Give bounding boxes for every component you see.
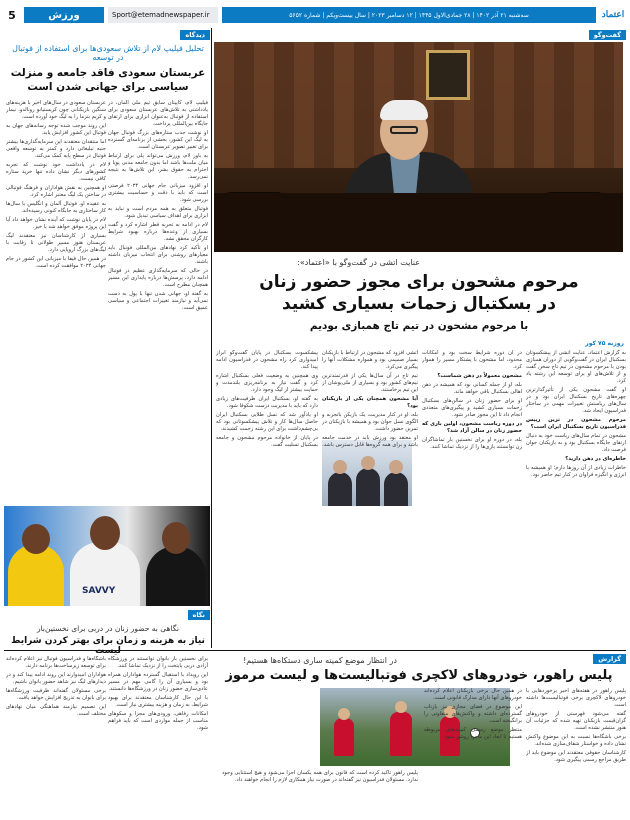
masthead xyxy=(4,6,626,24)
wall-frame xyxy=(426,50,470,100)
date-line: سه‌شنبه ۲۱ آذر ۱۴۰۲ | ۲۸ جمادی‌الاول ۱۴۴۵ | ۱۲ دسامبر ۲۰۲۳ | سال بیست‌ویکم | شماره ۵۶۵۲ xyxy=(222,7,596,23)
glasses xyxy=(390,126,418,134)
main-headline-line1: مرحوم مشحون برای مجوز حضور زنان xyxy=(259,272,579,292)
main-column-4: پیشکسوت بسکتبال در پایان گفت‌وگو ابراز امیدواری کرد راه مشحون در فدراسیون ادامه پیدا کند. وی همچنین به وضعیت فعلی بسکتبال اشاره کرد و گفت نیاز به برنامه‌ریزی بلندمدت و حمایت بیشتر از لیگ وجود دارد. به گفته او، بسکتبال ایران ظرفیت‌های زیادی دارد که باید با مدیریت درست شکوفا شود. او یادآور شد که نسل طلایی بسکتبال ایران حاصل سال‌ها کار و تلاش پیشکسوتانی بود که بی‌چشم‌داشت برای این رشته زحمت کشیدند. در پایان از خانواده مرحوم مشحون و جامعه بسکتبال تسلیت گفت. xyxy=(216,350,318,448)
page-number: 5 xyxy=(8,8,16,22)
sponsor-logo: SAVVY xyxy=(82,586,116,596)
section-name: ورزش xyxy=(24,7,104,23)
player-head xyxy=(395,701,407,713)
question: خاطره‌ای در ذهن دارید؟ xyxy=(565,456,626,462)
bottom-column-1: پلیس راهور در هفته‌های اخیر برخوردهایی با خودروهای لاکچری برخی فوتبالیست‌ها داشته است. گفته می‌شود فهرستی از خودروهای گران‌قیمت بازیکنان تهیه شده که جزئیات آن هنوز منتشر نشده است. برخی باشگاه‌ها نسبت به این موضوع واکنش نشان داده و خواستار شفاف‌سازی شده‌اند. کارشناسان حقوقی معتقدند این موضوع باید از طریق مراجع رسمی پیگیری شود. xyxy=(526,688,626,763)
main-headline-line2: در بسکتبال زحمات بسیاری کشید xyxy=(282,294,556,314)
question: مشحون معمولاً در ذهن شماست؟ xyxy=(437,373,522,379)
left-bottom-kicker: نگاهی به حضور زنان در دربی برای نخستین‌بار xyxy=(37,624,179,633)
question: آیا مشحون همچنان یکی از بازیکنان بود؟ xyxy=(322,396,418,409)
player-head xyxy=(162,522,190,554)
tag-perspective: نگاه xyxy=(188,610,211,620)
tag-interview: گفت‌وگو xyxy=(589,30,626,40)
bottom-column-3: پلیس راهور تأکید کرده است که قانون برای همه یکسان اجرا می‌شود و هیچ استثنایی وجود ندارد. مسئولان فدراسیون نیز گفته‌اند در صورت نیاز همکاری لازم را انجام خواهند داد. xyxy=(222,770,418,783)
player-shirt xyxy=(70,542,140,606)
main-column-1: به گزارش اعتماد، عنایت اتشی از پیشکسوتان بسکتبال ایران در گفت‌وگویی از دوران همبازی بودن با مرحوم مشحون در تیم تاج سخن گفت و از تلاش‌های او برای توسعه این رشته یاد کرد. او گفت مشحون یکی از تأثیرگذارترین چهره‌های تاریخ بسکتبال ایران بود و در سال‌های ریاستش تغییرات مهمی در ساختار فدراسیون ایجاد شد. مرحوم مشحون در ترین رییس فدراسیون تاریخ بسکتبال ایران است؟ مشحون در تمام سال‌های ریاست خود به دنبال ارتقای جایگاه بسکتبال بود و به بازیکنان جوان فرصت داد. خاطره‌ای در ذهن دارید؟ خاطرات زیادی از آن روزها دارم؛ او همیشه با انرژی و انگیزه فراوان در کنار تیم حاضر بود. xyxy=(526,350,626,478)
desk xyxy=(214,193,623,252)
question: در دوره ریاست مشحون، اولین باری که حضور زنان در سالن آزاد شد؟ xyxy=(422,421,522,434)
player-red-kit xyxy=(334,718,354,756)
column-divider xyxy=(211,28,212,648)
tag-report: گزارش xyxy=(593,654,626,664)
main-kicker: عنایت اتشی در گفت‌وگو با «اعتماد»: xyxy=(297,258,420,267)
left-column-1: فیلیپ لام، کاپیتان سابق تیم ملی آلمان، در یادداشتی به تلاش‌های عربستان سعودی برای استفاده از فوتبال به‌عنوان ابزاری برای ارتقای جایگاه بین‌المللی پرداخت. او نوشت جذب ستاره‌های بزرگ فوتبال جهان به لیگ این کشور، بخشی از برنامه‌ای گسترده برای تغییر تصویر عربستان است. به باور لام، ورزش می‌تواند پلی برای ارتباط میان ملت‌ها باشد اما بدون جامعه مدنی پویا و احترام به حقوق بشر، این تلاش‌ها به نتیجه نمی‌رسد. او افزود میزبانی جام جهانی ۲۰۳۴ فرصتی است که باید با دقت و حساسیت بیشتری بررسی شود. فوتبال متعلق به همه مردم است و نباید به ابزاری برای اهداف سیاسی تبدیل شود. لام در ادامه به تجربه قطر اشاره کرد و گفت بسیاری از وعده‌ها درباره بهبود شرایط کارگران محقق نشد. او تأکید کرد نهادهای بین‌المللی فوتبال باید معیارهای روشنی برای انتخاب میزبان داشته باشند. در حالی که سرمایه‌گذاری عظیم در فوتبال ادامه دارد، پرسش‌ها درباره پایداری این مسیر همچنان مطرح است. به گفته او، جهانی شدن تنها با پول به دست نمی‌آید و نیازمند تغییرات اجتماعی و سیاسی عمیق است. xyxy=(108,100,208,311)
tag-viewpoint: دیدگاه xyxy=(180,30,210,40)
main-subhead: با مرحوم مشحون در تیم تاج همبازی بودیم xyxy=(309,320,529,332)
newspaper-logo: اعتماد xyxy=(601,10,625,20)
interview-photo xyxy=(214,42,623,252)
player-head xyxy=(90,516,120,550)
player-head xyxy=(22,524,50,554)
main-column-3: اتشی افزود که مشحون در ارتباط با بازیکنان بسیار صمیمی بود و همواره مشکلات آنها را پیگیری می‌کرد. تیم تاج در آن سال‌ها یکی از قدرتمندترین تیم‌های کشور بود و بسیاری از ملی‌پوشان از این تیم برخاستند. آیا مشحون همچنان یکی از بازیکنان بود؟ بله، او در کنار مدیریت، یک بازیکن باتجربه و الگوی نسل جوان بود و همیشه با بازیکنان در تمرین حضور داشت. او معتقد بود ورزش باید در خدمت جامعه باشد و برای همه گروه‌ها قابل دسترس باشد. xyxy=(322,350,418,448)
player-head xyxy=(338,708,350,720)
person-hair xyxy=(380,100,428,120)
player-shirt xyxy=(146,546,206,606)
left-column-2: عربستان سعودی در سال‌های اخیر با هزینه‌های سنگین بازیکنانی چون کریستیانو رونالدو، نیمار و کریم بنزما را به لیگ خود آورده است. این روند موجب شده توجه رسانه‌های جهان به فوتبال این کشور افزایش یابد. اما منتقدان معتقدند این سرمایه‌گذاری‌ها بیشتر جنبه تبلیغاتی دارد و کمتر به توسعه واقعی فوتبال در سطح پایه کمک می‌کند. لام در یادداشت خود نوشت که تجربه کشورهای دیگر نشان داده تنها خرید ستاره کافی نیست. او همچنین به نقش هواداران و فرهنگ فوتبالی در ساختن یک لیگ معتبر اشاره کرد. به عقیده او، فوتبال آلمان و انگلیس با سال‌ها کار ساختاری به جایگاه کنونی رسیده‌اند. لام در پایان نوشت که آینده نشان خواهد داد آیا این پروژه موفق خواهد شد یا خیر. بسیاری از کارشناسان نیز معتقدند لیگ عربستان هنوز مسیر طولانی تا رقابت با لیگ‌های بزرگ اروپایی دارد. در همین حال فیفا با میزبانی این کشور در جام جهانی ۲۰۳۴ موافقت کرده است. xyxy=(6,100,106,269)
left-bottom-headline: نیاز به هزینه و زمان برای بهتر کردن شرایط لیست xyxy=(11,636,205,656)
bottom-kicker: در انتظار موضع کمیته ساری دستکاه‌ها هستیم! xyxy=(243,656,397,665)
byline: روزبه ۷۵ کور xyxy=(585,340,624,347)
question: مرحوم مشحون در ترین رییس فدراسیون تاریخ بسکتبال ایران است؟ xyxy=(526,417,626,430)
left-bottom-column-2: باشگاه‌ها و فدراسیون فوتبال نیز اعلام کرده‌اند برای توسعه زیرساخت‌ها برنامه دارند. هواداران امیدوارند این روند ادامه پیدا کند و در دیدارهای لیگ نیز شاهد حضور بانوان باشیم. برخی مسئولان گفته‌اند ظرفیت ورزشگاه‌ها برای بانوان به تدریج افزایش خواهد یافت. این تصمیم نیازمند هماهنگی میان نهادهای مختلف است. xyxy=(6,656,106,717)
main-column-2: در آن دوره شرایط سخت بود و امکانات محدود، اما مشحون با پشتکار مسیر را هموار کرد. مشحون معمولاً در ذهن شماست؟ بله، او از جمله کسانی بود که همیشه در ذهن اهالی بسکتبال باقی خواهد ماند. او برای حضور زنان در سالن‌های بسکتبال زحمات بسیاری کشید و پیگیری‌های متعددی انجام داد تا این مجوز صادر شود. در دوره ریاست مشحون، اولین باری که حضور زنان در سالن آزاد شد؟ بله، در دوره او برای نخستین بار تماشاگران زن توانستند بازی‌ها را از نزدیک تماشا کنند. xyxy=(422,350,522,450)
bottom-column-2: در همین حال برخی بازیکنان اعلام کرده‌اند خودروهای آنها دارای مدارک قانونی است. این موضوع در فضای مجازی نیز بازتاب گسترده‌ای داشته و واکنش‌های متفاوتی را برانگیخته است. منتظر موضع رسمی کمیته‌های مربوطه هستیم تا ابعاد این ماجرا روشن شود. xyxy=(424,688,522,740)
left-kicker: تحلیل فیلیپ لام از تلاش سعودی‌ها برای استفاده از فوتبال در توسعه xyxy=(12,44,204,62)
player-red-kit xyxy=(390,712,412,756)
players-photo xyxy=(4,506,210,606)
email-address[interactable]: Sport@etemadnewspaper.ir xyxy=(108,7,218,23)
left-headline: عربستان سعودی فاقد جامعه و منزلت سیاسی برای جهانی شدن است xyxy=(10,67,206,94)
bottom-headline: پلیس راهور، خودروهای لاکچری فوتبالیست‌ها و لیست مرموز xyxy=(225,668,613,683)
left-bottom-column-1: برای نخستین بار بانوان توانستند در ورزشگاه آزادی دربی پایتخت را از نزدیک تماشا کنند. این رویداد با استقبال گسترده هواداران همراه بود و بسیاری آن را گامی مهم در مسیر عادی‌سازی حضور زنان در ورزشگاه‌ها دانستند. با این حال کارشناسان معتقدند برای بهبود شرایط، به زمان و هزینه بیشتری نیاز است. امکانات رفاهی، ورودی‌های مجزا و سکوهای مناسب از جمله مواردی است که باید فراهم شود. xyxy=(108,656,208,731)
